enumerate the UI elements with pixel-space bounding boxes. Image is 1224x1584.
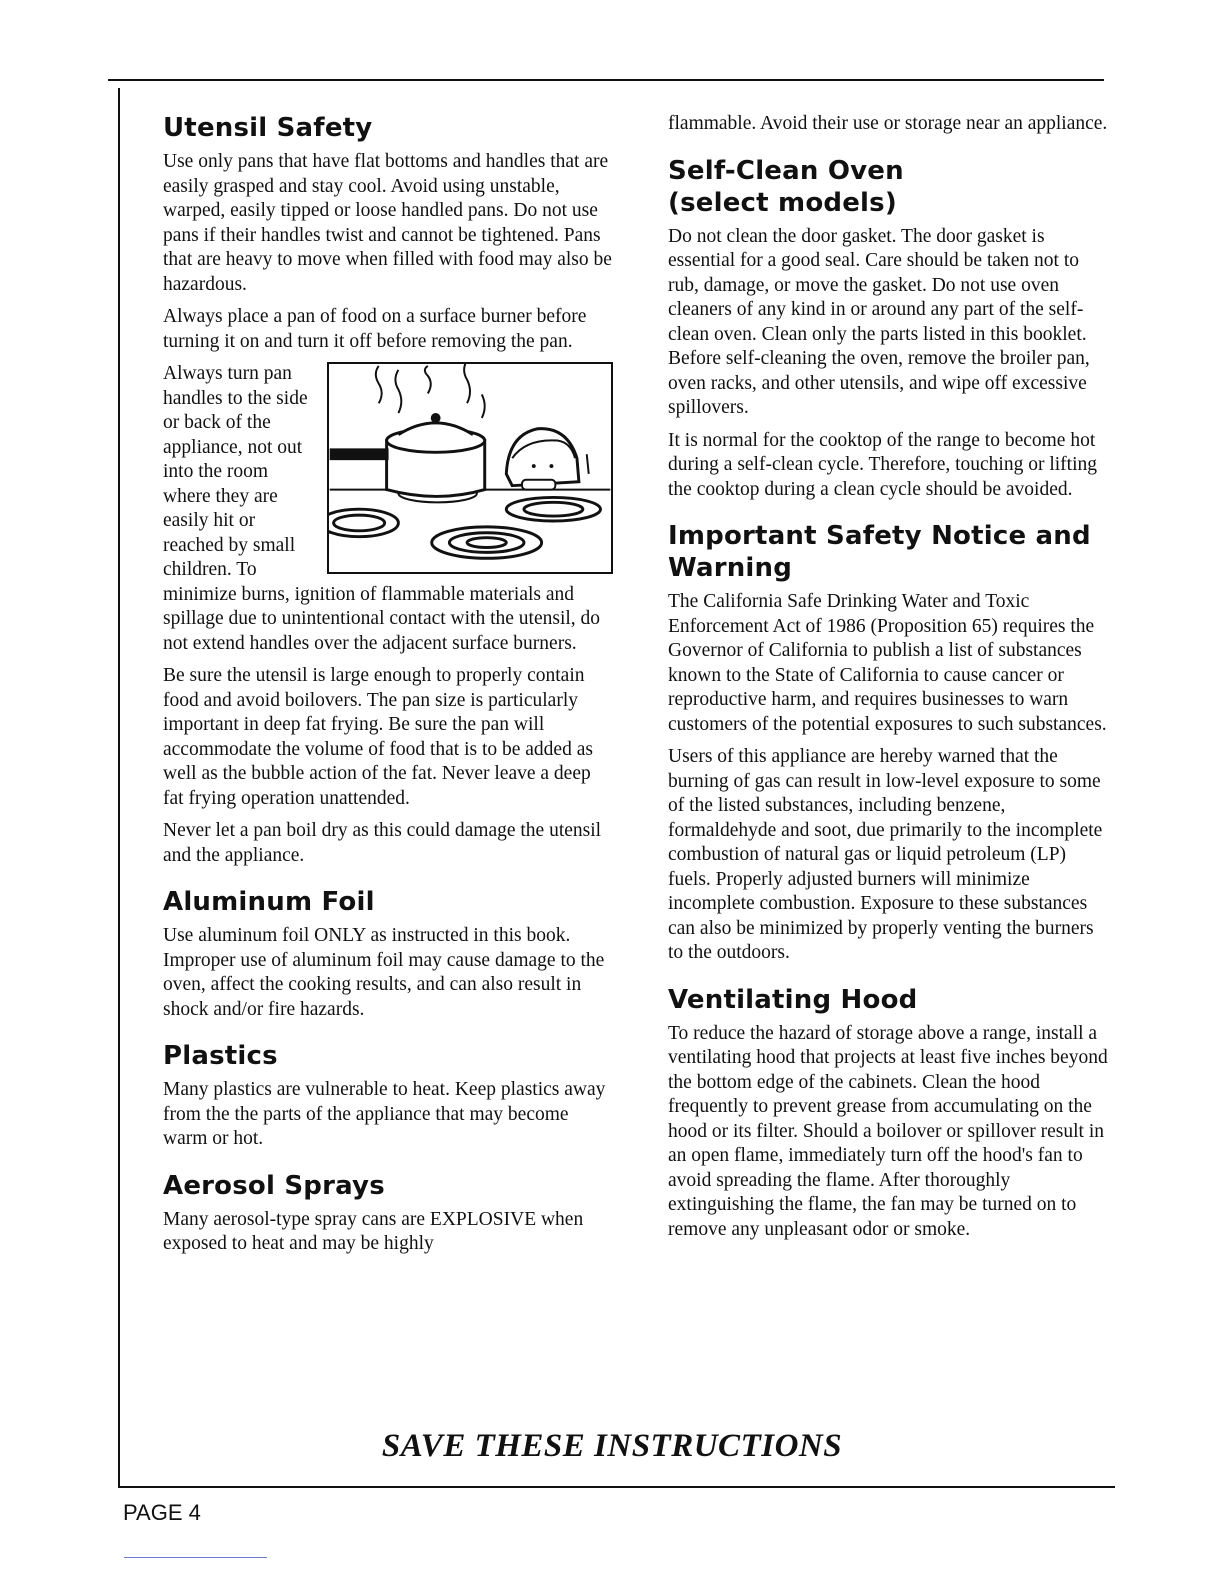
top-rule [108,79,1104,81]
safety-notice-paragraph-2: Users of this appliance are hereby warned that the burning of gas can result in low-level exposure to some of the listed substances, including benzene, formaldehyde and soot, due primarily to the incomplete combustion of natural gas or liquid petroleum (LP) fuels. Properly adjusted burners will minimize incomplete combustion. Exposure to these substances can also be minimized by properly venting the burners to the outdoors. [668,746,1103,963]
utensil-paragraph-1: Use only pans that have flat bottoms and handles that are easily grasped and stay cool. Avoid using unstable, warped, easily tipped or loose handled pans. Do not use pans if their handles twist and cannot be tightened. Pans that are heavy to move when filled with food may also be hazardous. [163,151,612,295]
aerosol-continued-paragraph: flammable. Avoid their use or storage near an appliance. [668,113,1108,134]
right-column [668,112,1113,1260]
safety-notice-paragraph-1: The California Safe Drinking Water and Toxic Enforcement Act of 1986 (Proposition 65) requires the Governor of California to publish a list of substances known to the State of California to cause cancer or reproductive harm, and requires businesses to warn customers of the potential exposures to such substances. [668,591,1107,735]
scan-artifact-line [124,1557,267,1558]
plastics-section [163,1040,613,1152]
aerosol-sprays-heading: Aerosol Sprays [163,1170,385,1201]
aluminum-foil-heading: Aluminum Foil [163,887,375,917]
utensil-safety-heading: Utensil Safety [163,113,373,143]
self-clean-oven-section [668,155,1113,503]
utensil-paragraph-2: Always place a pan of food on a surface burner before turning it on and turn it off before removing the pan. [163,306,587,352]
pan-on-burner-drawing [329,364,611,572]
bottom-rule [118,1486,1115,1488]
ventilating-hood-heading: Ventilating Hood [668,984,918,1015]
utensil-paragraph-3: Always turn pan handles to the side or back of the appliance, not out into the room where they are easily hit or reached by small children. To minimize burns, ignition of flammable materials and spillage due to unintentional contact with the utensil, do not extend handles over the adjacent surface burners. [163,363,601,654]
utensil-paragraph-5: Never let a pan boil dry as this could damage the utensil and the appliance. [163,820,602,866]
aluminum-foil-paragraph: Use aluminum foil ONLY as instructed in this book. Improper use of aluminum foil may cause damage to the oven, affect the cooking results, and can also result in shock and/or fire hazards. [163,925,605,1020]
plastics-heading: Plastics [163,1041,278,1071]
self-clean-oven-heading: Self-Clean Oven (select models) [668,155,904,218]
left-rule [118,88,120,1488]
plastics-paragraph: Many plastics are vulnerable to heat. Keep plastics away from the the parts of the appliance that may become warm or hot. [163,1079,606,1149]
utensil-safety-section [163,112,613,868]
ventilating-hood-paragraph: To reduce the hazard of storage above a range, install a ventilating hood that projects at least five inches beyond the bottom edge of the cabinets. Clean the hood frequently to prevent grease from accumulating on the hood or its filter. Should a boilover or spillover result in an open flame, immediately turn off the hood's fan to avoid spreading the flame. After thoroughly extinguishing the flame, the fan may be turned on to remove any unpleasant odor or smoke. [668,1022,1108,1240]
save-instructions-title: SAVE THESE INSTRUCTIONS [381,1428,843,1464]
self-clean-paragraph-2: It is normal for the cooktop of the range to become hot during a self-clean cycle. Therefore, touching or lifting the cooktop during a clean cycle should be avoided. [668,429,1098,500]
self-clean-paragraph-1: Do not clean the door gasket. The door gasket is essential for a good seal. Care should be taken not to rub, damage, or move the gasket. Do not use oven cleaners of any kind in or around any part of the self-clean oven. Clean only the parts listed in this booklet. Before self-cleaning the oven, remove the broiler pan, oven racks, and other utensils, and wipe off excessive spillovers. [668,225,1090,418]
left-column [163,112,613,1275]
aerosol-continued [668,112,1113,137]
aerosol-sprays-paragraph: Many aerosol-type spray cans are EXPLOSIVE when exposed to heat and may be highly [163,1208,584,1254]
safety-notice-section [668,520,1113,966]
page-number: PAGE 4 [123,1500,201,1525]
aerosol-sprays-section [163,1170,613,1257]
pan-handle-illustration [327,362,613,574]
safety-notice-heading: Important Safety Notice and Warning [668,521,1091,583]
utensil-paragraph-4: Be sure the utensil is large enough to properly contain food and avoid boilovers. The pan size is particularly important in deep fat frying. Be sure the pan will accommodate the volume of food that is to be added as well as the bubble action of the fat. Never leave a deep fat frying operation unattended. [163,665,593,809]
ventilating-hood-section [668,984,1113,1243]
aluminum-foil-section [163,886,613,1022]
